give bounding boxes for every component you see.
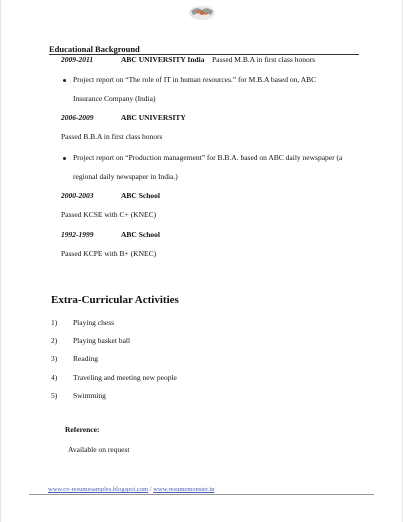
education-institution: ABC UNIVERSITY xyxy=(121,113,186,122)
activity-item: Playing chess xyxy=(73,318,115,327)
education-year: 1992-1999 xyxy=(61,230,94,239)
education-detail: Passed KCPE with B+ (KNEC) xyxy=(61,249,157,258)
education-detail: Passed KCSE with C+ (KNEC) xyxy=(61,210,157,219)
activity-item: Traveling and meeting new people xyxy=(73,373,177,382)
project-bullet-continuation: Insurance Company (India) xyxy=(73,94,156,103)
education-detail: Passed B.B.A in first class honors xyxy=(61,132,163,141)
education-institution: ABC UNIVERSITY India xyxy=(121,55,205,64)
footer-separator: / xyxy=(148,486,154,493)
education-institution: ABC School xyxy=(121,230,160,239)
activity-item: Reading xyxy=(73,354,98,363)
education-institution: ABC School xyxy=(121,191,160,200)
footer-link-blogspot[interactable]: www.cv-resumesamples.blogspot.com xyxy=(48,486,149,493)
reference-heading: Reference: xyxy=(65,425,100,434)
footer xyxy=(48,486,358,493)
project-bullet: Project report on “The role of IT in human resources.” for M.B.A based on, ABC xyxy=(73,75,317,84)
footer-divider xyxy=(29,494,374,495)
activity-number: 4) xyxy=(51,373,58,382)
reference-body: Available on request xyxy=(68,445,130,454)
project-bullet: Project report on “Production management” for B.B.A. based on ABC daily newspaper (a xyxy=(73,153,343,162)
activity-number: 2) xyxy=(51,336,58,345)
extra-curricular-heading: Extra-Curricular Activities xyxy=(51,294,179,306)
activity-number: 5) xyxy=(51,391,58,400)
education-year: 2006-2009 xyxy=(61,113,94,122)
project-bullet-continuation: regional daily newspaper in India.) xyxy=(73,172,178,181)
education-detail: Passed M.B.A in first class honors xyxy=(212,55,316,64)
footer-link-resumemonster[interactable]: www.resumemonster.in xyxy=(153,486,215,493)
activity-item: Playing basket ball xyxy=(73,336,131,345)
activity-item: Swimming xyxy=(73,391,106,400)
activity-number: 1) xyxy=(51,318,58,327)
education-year: 2009-2011 xyxy=(61,55,94,64)
handshake-logo-icon xyxy=(187,2,217,22)
education-year: 2000-2003 xyxy=(61,191,94,200)
activity-number: 3) xyxy=(51,354,58,363)
education-heading: Educational Background xyxy=(49,44,140,54)
